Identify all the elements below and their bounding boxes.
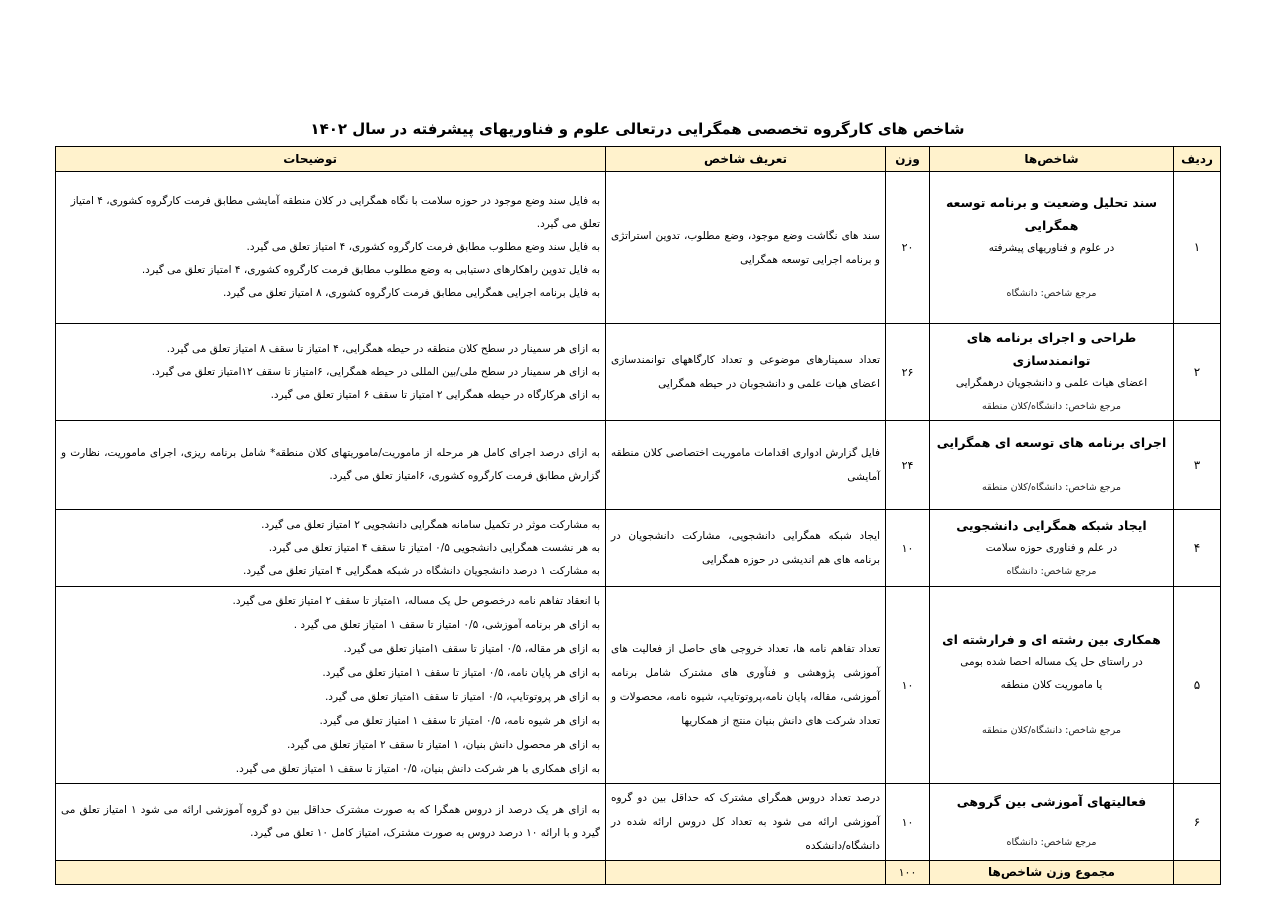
indicator-reference: مرجع شاخص: دانشگاه/کلان منطقه — [981, 482, 1121, 493]
description-line: به مشارکت موثر در تکمیل سامانه همگرایی دانشجویی ۲ امتیاز تعلق می گیرد. — [261, 518, 600, 531]
description-line: به ازای هر برنامه آموزشی، ۰/۵ امتیاز تا سقف ۱ امتیاز تعلق می گیرد . — [293, 619, 600, 631]
description-line: به فایل برنامه اجرایی همگرایی مطابق فرمت کارگروه کشوری، ۸ امتیاز تعلق می گیرد. — [222, 287, 600, 299]
table-row — [56, 784, 1221, 861]
indicator-definition: تعداد سمینارهای موضوعی و تعداد کارگاههای توانمندسازی اعضای هیات علمی و دانشجوبان در حیطه همگرایی — [606, 324, 886, 421]
indicators-table — [55, 146, 1221, 885]
indicator-weight: ۱۰ — [886, 510, 930, 587]
indicator-title: سند تحلیل وضعیت و برنامه توسعه همگرایی — [945, 194, 1158, 233]
description-line: به ازای هر محصول دانش بنیان، ۱ امتیاز تا سقف ۲ امتیاز تعلق می گیرد. — [286, 739, 600, 751]
description-line: به ازای هر پایان نامه، ۰/۵ امتیاز تا سقف ۱ امتیاز تعلق می گیرد. — [322, 667, 600, 679]
description-line: به ازای هرکارگاه در حیطه همگرایی ۲ امتیاز تا سقف ۶ امتیاز تعلق می گیرد. — [270, 388, 600, 401]
indicator-subtitle: در علوم و فناوریهای پیشرفته — [988, 241, 1115, 254]
indicator-weight: ۱۰ — [886, 587, 930, 784]
description-line: به فایل سند وضع مطلوب مطابق فرمت کارگروه کشوری، ۴ امتیاز تعلق می گیرد. — [246, 241, 600, 253]
total-empty-cell — [1174, 861, 1221, 885]
indicator-definition: سند های نگاشت وضع موجود، وضع مطلوب، تدوین استراتژی و برنامه اجرایی توسعه همگرایی — [606, 172, 886, 324]
table-row — [56, 421, 1221, 510]
page-title: شاخص های کارگروه تخصصی همگرایی درتعالی علوم و فناوریهای پیشرفته در سال ۱۴۰۲ — [310, 120, 965, 138]
description-line: به مشارکت ۱ درصد دانشجویان دانشگاه در شبکه همگرایی ۴ امتیاز تعلق می گیرد. — [243, 564, 600, 577]
indicator-description — [56, 421, 606, 510]
header-indicators: شاخص‌ها — [930, 147, 1174, 172]
indicator-reference: مرجع شاخص: دانشگاه/کلان منطقه — [981, 725, 1121, 736]
total-empty-cell — [606, 861, 886, 885]
description-line: با انعقاد تفاهم نامه درخصوص حل یک مساله، ۱امتیاز تا سقف ۲ امتیاز تعلق می گیرد. — [232, 595, 600, 607]
description-line: به ازای هر یک درصد از دروس همگرا که به صورت مشترک حداقل بین دو گروه آموزشی ارائه می شود ۱ امتیاز تعلق می گیرد و با ارائه ۱۰ درصد دروس به صورت مشترک، امتیاز کامل ۱۰ تعلق می گیرد. — [61, 804, 600, 839]
indicator-definition: فایل گزارش ادواری اقدامات ماموریت اختصاصی کلان منطقه آمایشی — [606, 421, 886, 510]
header-weight: وزن — [886, 147, 930, 172]
indicator-description — [56, 784, 606, 861]
table-row — [56, 510, 1221, 587]
indicator-cell — [930, 784, 1174, 861]
header-row-num: ردیف — [1174, 147, 1221, 172]
indicator-description — [56, 172, 606, 324]
indicator-reference: مرجع شاخص: دانشگاه — [1006, 287, 1097, 299]
indicator-weight: ۱۰ — [886, 784, 930, 861]
indicator-subtitle: اعضای هیات علمی و دانشجویان درهمگرایی — [955, 377, 1148, 389]
description-line: به ازای هر شیوه نامه، ۰/۵ امتیاز تا سقف ۱ امتیاز تعلق می گیرد. — [319, 715, 600, 727]
row-number: ۶ — [1174, 784, 1221, 861]
indicator-description — [56, 587, 606, 784]
total-row — [56, 861, 1221, 885]
table-row — [56, 324, 1221, 421]
indicator-weight: ۲۶ — [886, 324, 930, 421]
total-label: مجموع وزن شاخص‌ها — [930, 861, 1174, 885]
row-number: ۵ — [1174, 587, 1221, 784]
row-number: ۴ — [1174, 510, 1221, 587]
table-row — [56, 172, 1221, 324]
indicator-weight: ۲۴ — [886, 421, 930, 510]
indicator-cell — [930, 324, 1174, 421]
indicator-definition: درصد تعداد دروس همگرای مشترک که حداقل بین دو گروه آموزشی ارائه می شود به تعداد کل دروس ارائه شده در دانشگاه/دانشکده — [606, 784, 886, 861]
table-row — [56, 587, 1221, 784]
indicator-definition: ایجاد شبکه همگرایی دانشجویی، مشارکت دانشجویان در برنامه های هم اندیشی در حوزه همگرایی — [606, 510, 886, 587]
row-number: ۲ — [1174, 324, 1221, 421]
indicator-title: اجرای برنامه های توسعه ای همگرایی — [936, 435, 1167, 450]
header-definition: تعریف شاخص — [606, 147, 886, 172]
indicator-cell — [930, 587, 1174, 784]
indicator-subtitle: در علم و فناوری حوزه سلامت — [985, 541, 1118, 554]
indicator-title: طراحی و اجرای برنامه های توانمندسازی — [966, 330, 1137, 368]
indicator-weight: ۲۰ — [886, 172, 930, 324]
total-weight: ۱۰۰ — [886, 861, 930, 885]
header-description: توضیحات — [56, 147, 606, 172]
indicator-cell — [930, 510, 1174, 587]
description-line: به فایل تدوین راهکارهای دستیابی به وضع مطلوب مطابق فرمت کارگروه کشوری، ۴ امتیاز تعلق می گیرد. — [141, 264, 600, 276]
table-header-row — [56, 147, 1221, 172]
description-line: به ازای هر سمینار در سطح کلان منطقه در حیطه همگرایی، ۴ امتیاز تا سقف ۸ امتیاز تعلق می گیرد. — [166, 342, 600, 355]
indicator-reference: مرجع شاخص: دانشگاه/کلان منطقه — [981, 401, 1121, 412]
description-line: به هر نشست همگرایی دانشجویی ۰/۵ امتیاز تا سقف ۴ امتیاز تعلق می گیرد. — [268, 541, 600, 554]
row-number: ۱ — [1174, 172, 1221, 324]
indicator-description — [56, 510, 606, 587]
indicator-title: فعالیتهای آموزشی بین گروهی — [956, 794, 1147, 809]
indicator-definition: تعداد تفاهم نامه ها، تعداد خروجی های حاصل از فعالیت های آموزشی پژوهشی و فنآوری های مشترک شامل برنامه آموزشی، مقاله، پایان نامه،پروتوتایپ، شیوه نامه، محصولات و تعداد شرکت های دانش بنیان منتج از همکاریها — [606, 587, 886, 784]
indicator-description — [56, 324, 606, 421]
description-line: به ازای درصد اجرای کامل هر مرحله از ماموریت/ماموریتهای کلان منطقه* شامل برنامه ریزی، اجرای ماموریت، نظارت و گزارش مطابق فرمت کارگروه کشوری، ۶امتیاز تعلق می گیرد. — [61, 447, 600, 482]
indicator-reference: مرجع شاخص: دانشگاه — [1006, 837, 1097, 848]
description-line: به ازای هر سمینار در سطح ملی/بین المللی در حیطه همگرایی، ۶امتیاز تا سقف ۱۲امتیاز تعلق می گیرد. — [151, 365, 600, 378]
indicator-subtitle: در راستای حل یک مساله احصا شده بومی — [960, 656, 1143, 668]
indicator-reference: مرجع شاخص: دانشگاه — [1006, 565, 1097, 577]
indicator-cell — [930, 421, 1174, 510]
total-empty-cell — [56, 861, 606, 885]
indicator-title: ایجاد شبکه همگرایی دانشجویی — [956, 517, 1147, 533]
description-line: به ازای همکاری با هر شرکت دانش بنیان، ۰/۵ امتیاز تا سقف ۱ امتیاز تعلق می گیرد. — [235, 763, 600, 775]
description-line: به ازای هر مقاله، ۰/۵ امتیاز تا سقف ۱امتیاز تعلق می گیرد. — [343, 643, 600, 655]
indicator-subtitle-2: یا ماموریت کلان منطقه — [1000, 679, 1103, 691]
description-line: به ازای هر پروتوتایپ، ۰/۵ امتیاز تا سقف ۱امتیاز تعلق می گیرد. — [324, 691, 600, 703]
indicator-cell — [930, 172, 1174, 324]
description-line: به فایل سند وضع موجود در حوزه سلامت با نگاه همگرایی در کلان منطقه آمایشی مطابق فرمت کارگروه کشوری، ۴ امتیاز تعلق می گیرد. — [70, 195, 600, 230]
row-number: ۳ — [1174, 421, 1221, 510]
indicator-title: همکاری بین رشته ای و فرارشته ای — [942, 632, 1161, 647]
